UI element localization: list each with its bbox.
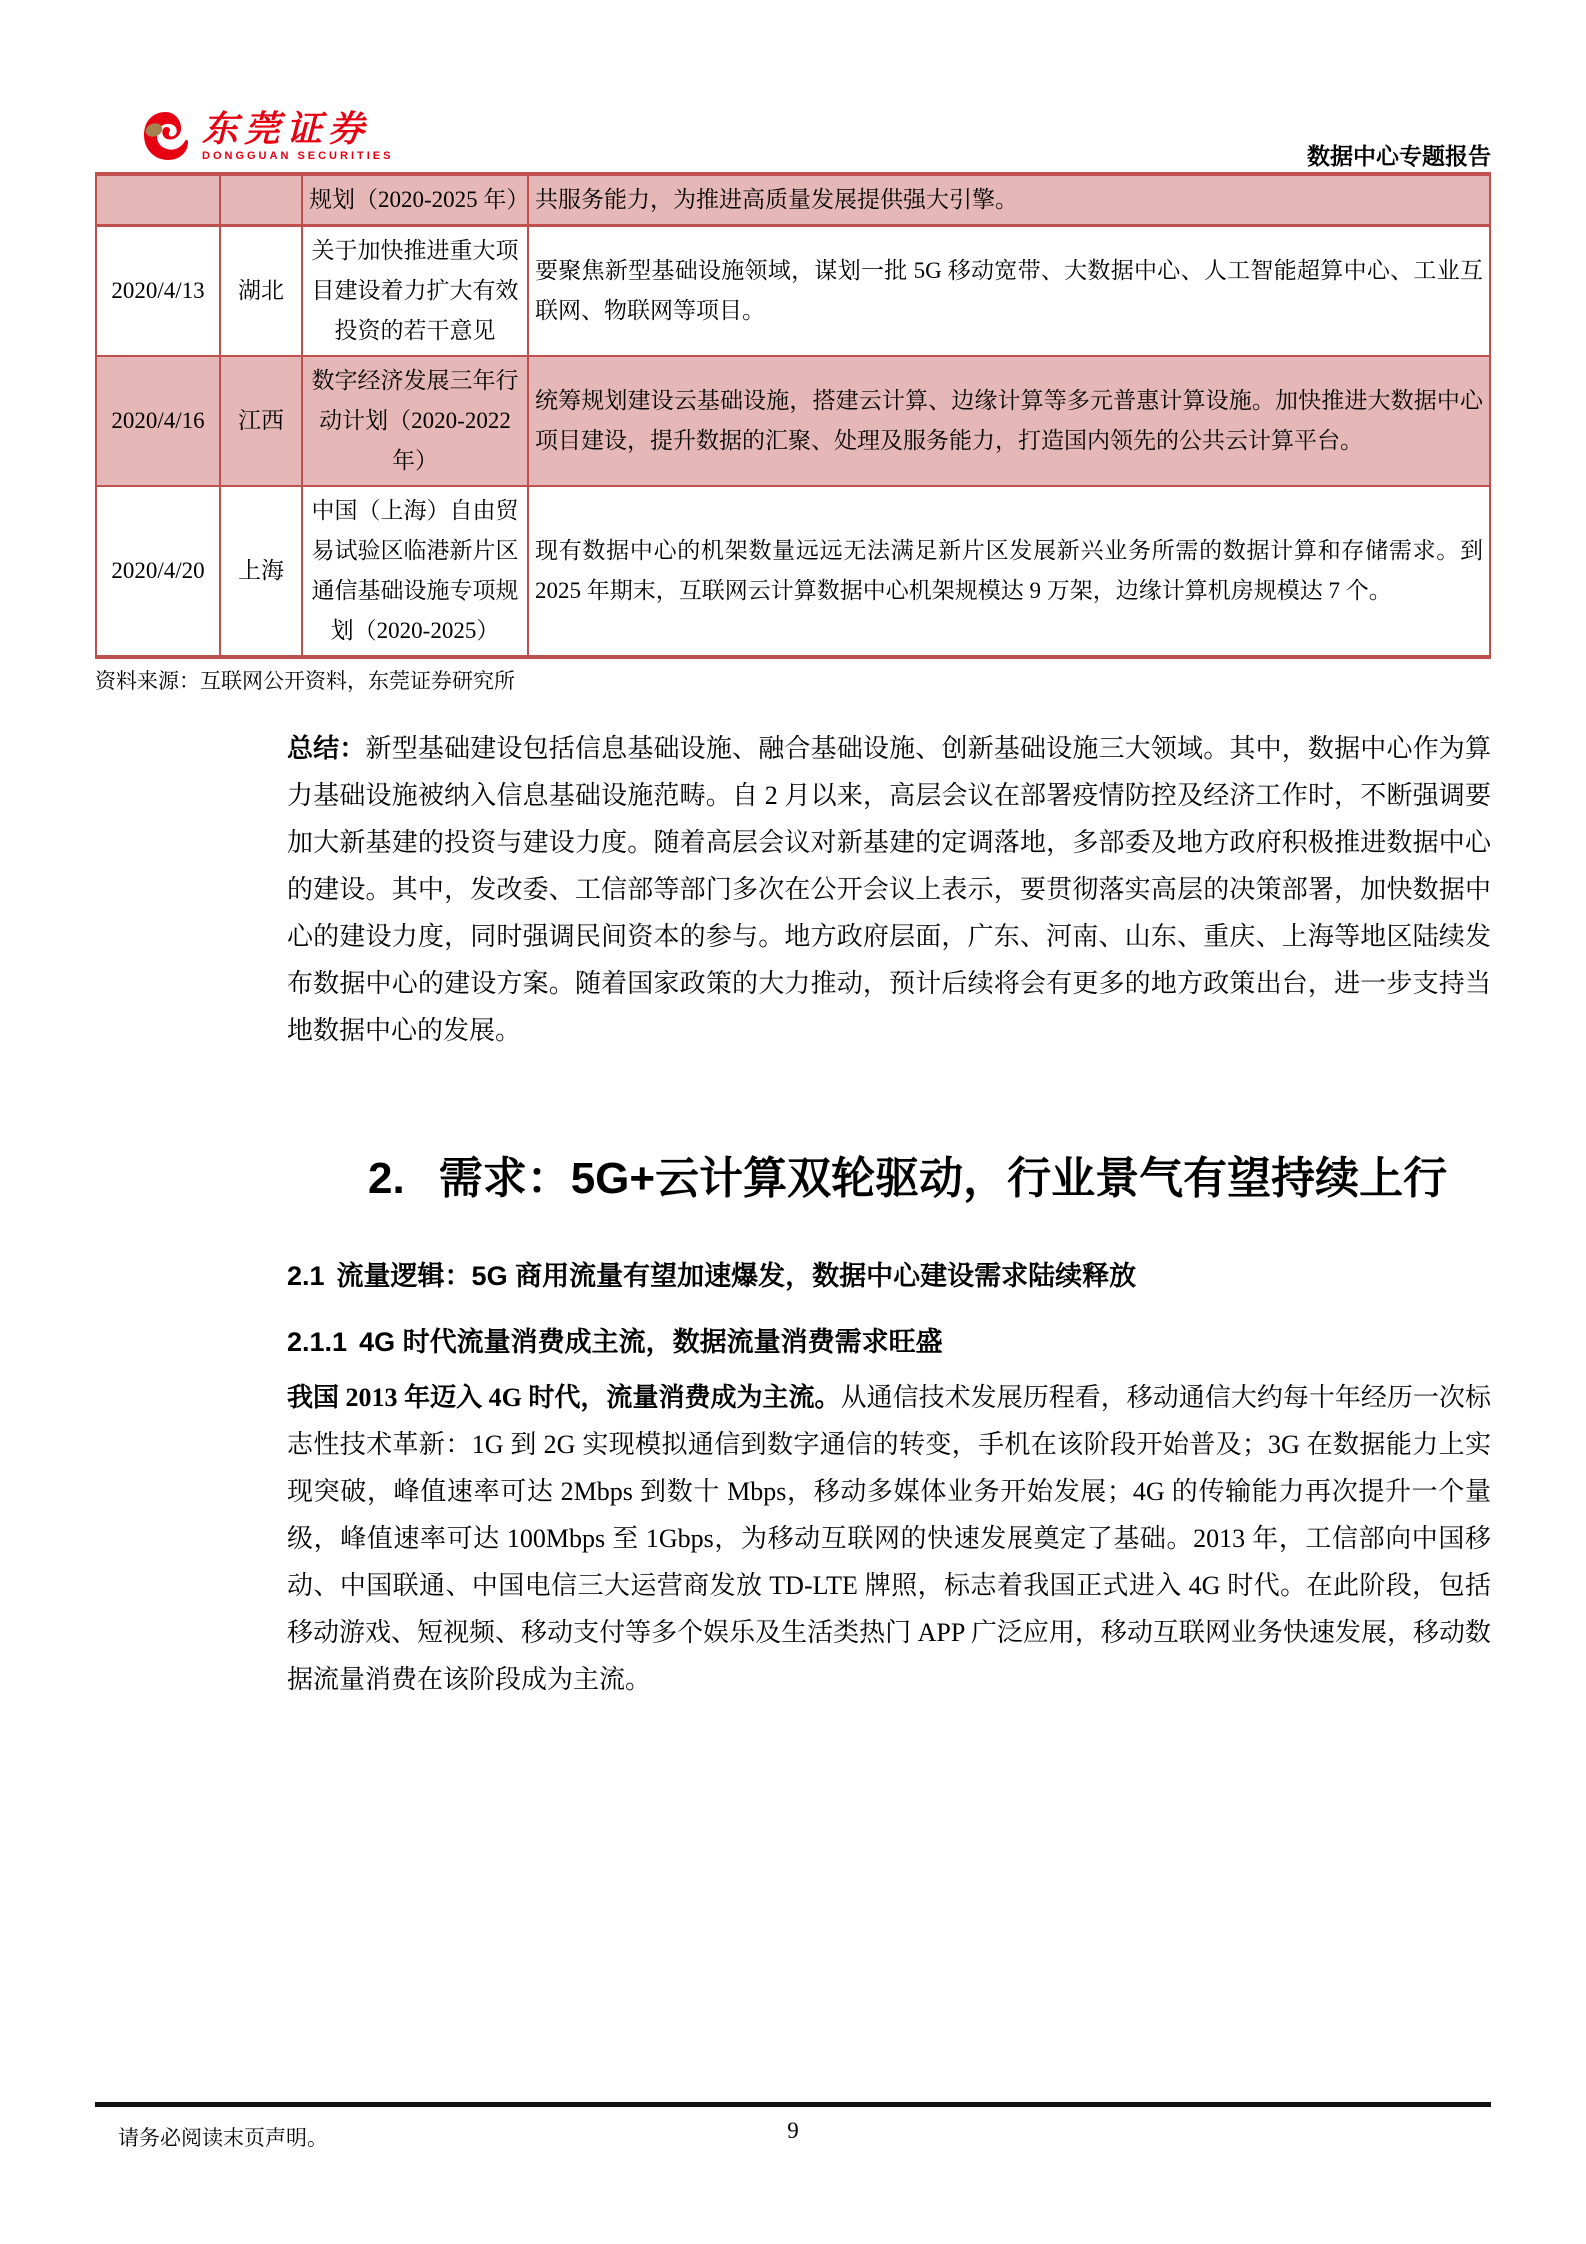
table-row <box>96 174 1490 226</box>
cell-date <box>96 174 220 226</box>
subsection-heading-2-1-1 <box>287 1324 1491 1360</box>
subsection-number: 2.1 <box>287 1261 325 1291</box>
cell-content: 要聚焦新型基础设施领域，谋划一批 5G 移动宽带、大数据中心、人工智能超算中心、工业互联网、物联网等项目。 <box>528 226 1490 357</box>
section-title: 需求：5G+云计算双轮驱动，行业景气有望持续上行 <box>438 1154 1448 1203</box>
body-paragraph <box>287 1374 1491 1703</box>
cell-region: 江西 <box>220 356 302 486</box>
cell-policy: 数字经济发展三年行动计划（2020-2022 年） <box>302 356 528 486</box>
content-area <box>95 172 1491 1703</box>
brand-logo-icon <box>140 110 192 162</box>
cell-policy: 规划（2020-2025 年） <box>302 174 528 226</box>
report-type-title: 数据中心专题报告 <box>1307 143 1491 169</box>
subsubsection-title: 4G 时代流量消费成主流，数据流量消费需求旺盛 <box>359 1327 943 1357</box>
summary-lead: 总结： <box>287 734 366 763</box>
cell-region: 湖北 <box>220 226 302 357</box>
cell-policy: 关于加快推进重大项目建设着力扩大有效投资的若干意见 <box>302 226 528 357</box>
cell-date: 2020/4/20 <box>96 486 220 657</box>
cell-date: 2020/4/13 <box>96 226 220 357</box>
cell-date: 2020/4/16 <box>96 356 220 486</box>
brand-name-cn: 东莞证券 <box>202 109 371 149</box>
cell-content: 现有数据中心的机架数量远远无法满足新片区发展新兴业务所需的数据计算和存储需求。到 2025 年期末，互联网云计算数据中心机架规模达 9 万架，边缘计算机房规模达 7 个。 <box>528 486 1490 657</box>
summary-paragraph <box>287 725 1491 1054</box>
brand-name-en: DONGGUAN SECURITIES <box>202 150 394 162</box>
body-lead: 我国 2013 年迈入 4G 时代，流量消费成为主流。 <box>287 1383 841 1412</box>
summary-text: 新型基础建设包括信息基础设施、融合基础设施、创新基础设施三大领域。其中，数据中心作为算力基础设施被纳入信息基础设施范畴。自 2 月以来，高层会议在部署疫情防控及经济工作时，不断强调要加大新基建的投资与建设力度。随着高层会议对新基建的定调落地，多部委及地方政府积极推进数据中心的建设。其中，发改委、工信部等部门多次在公开会议上表示，要贯彻落实高层的决策部署，加快数据中心的建设力度，同时强调民间资本的参与。地方政府层面，广东、河南、山东、重庆、上海等地区陆续发布数据中心的建设方案。随着国家政策的大力推动，预计后续将会有更多的地方政策出台，进一步支持当地数据中心的发展。 <box>287 734 1491 1045</box>
section-heading-2 <box>368 1150 1491 1208</box>
table-row <box>96 486 1490 657</box>
page-number: 9 <box>787 2118 799 2143</box>
table-row <box>96 356 1490 486</box>
subsection-heading-2-1 <box>287 1258 1491 1294</box>
subsubsection-number: 2.1.1 <box>287 1327 348 1357</box>
cell-content: 统筹规划建设云基础设施，搭建云计算、边缘计算等多元普惠计算设施。加快推进大数据中心项目建设，提升数据的汇聚、处理及服务能力，打造国内领先的公共云计算平台。 <box>528 356 1490 486</box>
cell-region <box>220 174 302 226</box>
table-row <box>96 226 1490 357</box>
section-number: 2. <box>368 1154 405 1203</box>
brand-logo <box>140 110 393 162</box>
policy-table <box>95 172 1491 659</box>
cell-region: 上海 <box>220 486 302 657</box>
footer-rule <box>95 2102 1491 2107</box>
body-text: 从通信技术发展历程看，移动通信大约每十年经历一次标志性技术革新：1G 到 2G 实现模拟通信到数字通信的转变，手机在该阶段开始普及；3G 在数据能力上实现突破，峰值速率可达 2Mbps 到数十 Mbps，移动多媒体业务开始发展；4G 的传输能力再次提升一个量级，峰值速率可达 100Mbps 至 1Gbps，为移动互联网的快速发展奠定了基础。2013 年，工信部向中国移动、中国联通、中国电信三大运营商发放 TD-LTE 牌照，标志着我国正式进入 4G 时代。在此阶段，包括移动游戏、短视频、移动支付等多个娱乐及生活类热门 APP 广泛应用，移动互联网业务快速发展，移动数据流量消费在该阶段成为主流。 <box>287 1383 1491 1694</box>
footer-disclaimer: 请务必阅读末页声明。 <box>118 2127 328 2150</box>
subsection-title: 流量逻辑：5G 商用流量有望加速爆发，数据中心建设需求陆续释放 <box>336 1261 1137 1291</box>
table-source-note: 资料来源：互联网公开资料，东莞证券研究所 <box>95 670 515 693</box>
cell-content: 共服务能力，为推进高质量发展提供强大引擎。 <box>528 174 1490 226</box>
cell-policy: 中国（上海）自由贸易试验区临港新片区通信基础设施专项规划（2020-2025） <box>302 486 528 657</box>
